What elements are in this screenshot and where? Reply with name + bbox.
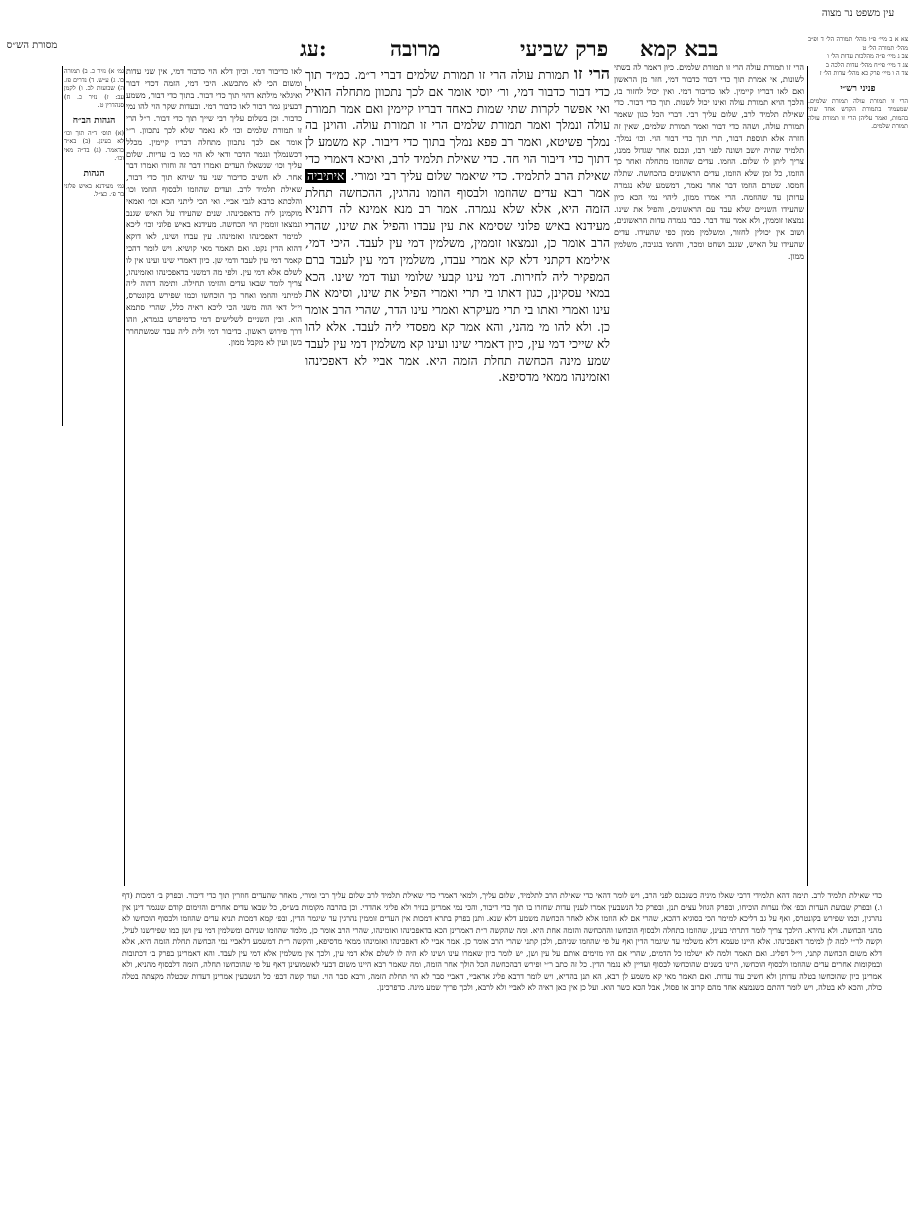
penei-rashi-heading: פניני רש״י — [840, 83, 876, 94]
column-divider — [62, 66, 63, 426]
gemara-opening-word: הרי זו — [573, 66, 610, 83]
rashi-text: הרי זו תמורת עולה הרי זו תמורת שלמים. כיון דאמר לה בשתי לשונות, אי אמרת תוך כדי דבור כדבור דמי, חזר מן הראשון ואם לאו דבריו קיימין. לאו כדיבור דמי. ואין יכול לחזור בו, הלכך הויא תמורת עולה ואינו יכול לשנות. תוך כדי דבור. כדי שאילת תלמיד לרב, שלום עליך רבי. דברי הכל כגון שאמר תמורת עולה, ושהה כדי דבור ואמר תמורת שלמים, שאין זה חזרה אלא תוספת דבור, תרי תוך כדי דבור הוי. וכו׳ נמלך. תלמיד שהיה יושב ושונה לפני רבו, ונכנס אחר שגדול ממנו, צריך ליתן לו שלום. הוזמו. עדים שהוזמו מתחלה ואחר כך הוזמו, כל זמן שלא הוזמו, עדים הראשונים בהכחשה. שתלה חמסו. שטרם הוזמו דבר אחר נאמר, דמשמע שלא נגמרה עדותן עד שהוזמה. הרי אמרו ממון, ליהוי נמי הכא כיון שהעידו השניים שלא עבד עם הראשונים, והפיל את שינו. נמצאו זוממין, ולא אמר עוד דבר. כבר נגמרה עדות הראשונים, ושוב אין יכולין לחזור, ומשלמין ממון כפי שהעידו. עדים שהעידו על האיש, שגנב ושחט ומכר, והוזמו בגניבה, משלמין ממון. — [614, 63, 804, 261]
ein-mishpat-column — [808, 36, 908, 596]
rashi-column — [614, 62, 804, 882]
mesorah-heading: מסורת הש״ס — [6, 40, 58, 51]
ein-entry: צב ג מיי׳ פ״ה מהלכות עדות הל׳ ו — [827, 53, 908, 61]
tosafot-column — [126, 66, 302, 886]
bottom-commentary — [122, 890, 882, 1200]
ein-entry: צד ה ו מיי׳ פרק כא מהל׳ עדות הל׳ ז — [819, 70, 908, 78]
perek-title: פרק שביעי — [520, 36, 609, 61]
haggahot-text: (א) תוס׳ ד״ה תוך וכו׳ לא בעינן. (ב) בא״ד כדאמר. (ג) בד״ה מאי וכו׳. — [64, 129, 124, 163]
ein-entry: צג ד מיי׳ פי״ח מהל׳ עדות הלכה ב — [825, 61, 908, 69]
gemara-boxed-word: איתיביה — [307, 168, 345, 183]
ein-entry: צא א ב מיי׳ פ״ו מהל׳ תמורה הל׳ ד ופ״ב מהל׳ תמורה הל׳ ט — [808, 36, 908, 52]
gemara-text: תמורת עולה הרי זו תמורת שלמים דברי ר״מ. כמ״ד תוך כדי דבור כדבור דמי, ור׳ יוסי אומר אם לכך נתכוון מתחלה הואיל ואי אפשר לקרות שתי שמות כאחד דבריו קיימין ואם אמר תמורת עולה ונמלך ואמר תמורת שלמים הרי זו תמורת עולה. והוינן בה נמלך פשיטא, ואמר רב פפא נמלך בתוך כדי דיבור. קא משמע לן דתוך כדי דיבור הוי חד. כדי שאילת תלמיד לרב, ואיכא דאמרי כדי שאילת הרב לתלמיד. כדי שיאמר שלום עליך רבי ומורי. — [305, 68, 610, 183]
haggahot-heading: הגהות הב״ח — [72, 115, 116, 126]
gemara-text: אמר רבא עדים שהוזמו ולבסוף הוזמו נהרגין, ההכחשה תחלת הזמה היא, אלא שלא נגמרה. אמר רב מנא אמינא לה דתניא מעידנא באיש פלוני שסימא את עין עבדו והפיל את שינו, שהרי הרב אומר כן, ונמצאו זוממין, משלמין דמי עין לעבד. היכי דמי, אילימא דקתני דלא קא אמרי עבדו, משלמין דמי עין לעבד ברם המפקיר ליה לחירות. דמי עינו קבעי שלומי ועוד דמי שינו. הכא במאי עסקינן, כגון דאתו בי תרי ואמרי הפיל את שינו, וסימא את עינו ואמרי ואתו בי תרי מעיקרא ואמרי עינו הדר, שהרי הרב אומר כן. ולא להו מי מהני, והא אמר קא מפסדי ליה לעבד. אלא להו לא שייכי דמי עין, כיון דאמרי שינו ועינו קא משלמין דמי עין לעבד שמע מינה הכחשה תחלת הזמה היא. אמר אביי לא דאפכינהו ואזמינהו ממאי מדסיפא. — [305, 185, 610, 385]
mesorah-column — [64, 68, 124, 448]
tosafot-text: לאו כדיבור דמי. וכיון דלא הוי כדבור דמי, אין שני עדות ומשום הכי לא מתכשא. היכי דמי, הזמה דכדי דבור ואיגלאי מילתא דהוי תוך כדי דבור. בתוך כדי דבור, משמע דבעינן גמר דבור לאו כדבור דמי. ובעדות שקר הוי להו נמי כדבור. וכן בשלום עליך רבי שייך תוך כדי דבור. ר״ל הרי זו תמורת שלמים וכו׳ לא נאמר שלא לכך נתכוון. ר״י אומר אם לכך נתכוון מתחלה דבריו קיימין. מכלל דכשנמלך ונגמר הדבר ודאי לא הוי כמו ב׳ עדיות. שלום עליך וכו׳ שנשאלו העדים ואמרו דבר זה וחזרו ואמרו דבר אחר. לא חשיב כדיבור שני עד שיהא תוך כדי דבור, שאילת תלמיד לרב. ועדים שהוזמו ולבסוף הוזמו וכו׳ והלכתא כרבא לגבי אביי. ואי הכי ליתני הכא וכו׳ ואמאי מוקמינן ליה בדאפכינהו. שנים שהעידו על האיש שגנב ונמצאו זוממין הוי הכחשה. מעידנא באיש פלוני וכו׳ ליכא למימר דאפכינהו ואזמינהו. עין עבדו ושינו, לאו דוקא דהוא הדין נקט. ואם תאמר מאי קושיא. ויש לומר דהכי קאמר דמי עין לעבד ודמי שן. כיון דאמרי שינו ועינו אין לו לשלם אלא דמי עין. ולפי מה דמשני בדאפכינהו ואזמינהו, צריך לומר שבאו עדים והזימו תחילה. ותימה דהוה ליה למיתני והוזמו ואחר כך הוכחשו וכמו שפירש בקונטרס, וי״ל דאי הוה משני הכי ליכא ראיה כלל, שהרי סתמא הוא. ובין השניים לשלישים דמי כדמיפרש בגמרא, וזהו דרך פירוש ראשון. כדיבור דמי ולית ליה עבד שמשתחרר בשן ועין לא מקבל ממון. — [126, 67, 302, 348]
page-number: עג: — [300, 36, 327, 61]
bottom-commentary-text: כדי שאילת תלמיד לרב. תימה דהא תלמידי דרבי שאלו מיניה כשנכנס לפני הרב, ויש לומר דהאי כדי שאילת הרב לתלמיד, שלום עליך, ולמאי דאמרי כדי שאילת תלמיד לרב שלום עליך רבי ומורי, מאחר שהעדים חוזרין תוך כדי דיבור. ובפרק ב׳ דמכות (דף ו.) ובפרק שבועת העדות ובפ׳ אלו נערות הוכיחו, ובפרק הגוזל עצים תנן, ובפרק כל הנשבעין אמרו לענין עדות שחזרו בו תוך כדי דיבור, והכי נמי אמרינן בנזיר ולא פליגי אהדדי. וכן בהרבה מקומות בש״ס, כל שבאו עדים אחרים והזימום קודם שנגמר דינן אין נהרגין, וכמו שפירש בקונטרס, ואף על גב דליכא למימר הכי בסוגיא דהכא, שהרי אם לא הוזמו אלא לאחר הכחשה משמע דלא שנא. ותנן בפרק בתרא דמכות אין העדים זוממין נהרגין עד שיגמר הדין, ובפ׳ קמא דמכות תניא עדים שהוזמו ולבסוף הוכחשו לא מהני הכחשה. ולא נהירא. הילכך צריך לומר דתרתי בעינן, שהוזמו בתחלה ולבסוף הוכחשו וההכחשה והזמה אחת היא. ומה שהקשה ר״ת דאמרינן הכא בדאפכינהו ואזמינהו, שהרי הרב אומר כן, מלמד שהוזמו שניהם ומשלמין דמי עין ושן כמו שפירשנו לעיל, וקשה לר״י למה לן למימר דאפכינהו. אלא היינו טעמא דלא משלמי עד שיגמר הדין ואף על פי שהוזמו שניהם, ולכן קתני שהרי הרב אומר כן. אמר אביי לא דאפכינהו ואזמינהו ממאי מדסיפא, והקשה ר״ת דמשמע דלאביי נמי הכחשה תחלת הזמה היא, אלא דלא משום הכחשה קתני, וי״ל דפליג. ואם תאמר ולמה לא ישלמו כל הדמים, שהרי אם היו מזימים אותם על עין ושן, יש לומר כיון שאמרו עינו ושינו לא היה לו לשלם אלא דמי עין, ולכך אין משלמין אלא דמי עין לעבד. והא דאמרינן בפרק ב׳ דכתובות ובמקומות אחרים עדים שהוזמו ולבסוף הוכחשו, היינו בשנים שהוכחשו לבסוף ועדיין לא נגמר הדין. כל זה כתב ר״י ופירש דבהכחשה הכל הולך אחר הזמה, ומה שאמר רבא היינו משום דבעי לאשמועינן דאף על פי שהוכחשו תחלה, הזמה דלבסוף מהניא, ולא אמרינן כיון שהוכחשו בטלה עדותן ולא חשיב עוד עדות. ואם תאמר מאי קא משמע לן רבא, הא תנן בהדיא, ויש לומר דרבא פליג אדאביי, דאביי סבר לא הוי תחלת הזמה, ורבא סבר הוי. ועוד קשה דבפ׳ כל הנשבעין אמרינן דעדות שבטלה מקצתה בטלה כולה, והכא לא בטלה, ויש לומר דהתם כשנמצא אחד מהם קרוב או פסול, אבל הכא כשר הוא. ועל כן אין כאן ראיה לא לאביי ולא לרבא, ולכך פריך שמע מינה. כדפרכינן. — [122, 891, 882, 992]
penei-rashi-text: הרי זו תמורת עולה תמורת שלמים. שמעמיד בתמורת הקדש אחד שתי בהמות, ואמר עליהן הרי זו תמורת עולה תמורת שלמים. — [808, 97, 908, 131]
column-divider — [124, 66, 125, 886]
mesorah-entries: גמ׳ א) נזיר כ. ב) תמורה כו. ג) ע״ש. ד) נדרים פז. ה) שבועות לב. ו) לקמן עב: ז) נזיר כ. ח) סנהדרין ט. — [64, 68, 124, 110]
chapter-name: מרובה — [390, 36, 441, 61]
ein-mishpat-heading: עין משפט נר מצוה — [821, 8, 895, 19]
tractate-title: בבא קמא — [640, 36, 719, 61]
gilyon-text: גמ׳ מעידנא באיש פלוני בר פ׳. כצ״ל. — [64, 182, 124, 199]
gilyon-heading: הגהות — [83, 168, 105, 179]
gemara-column — [305, 66, 610, 886]
